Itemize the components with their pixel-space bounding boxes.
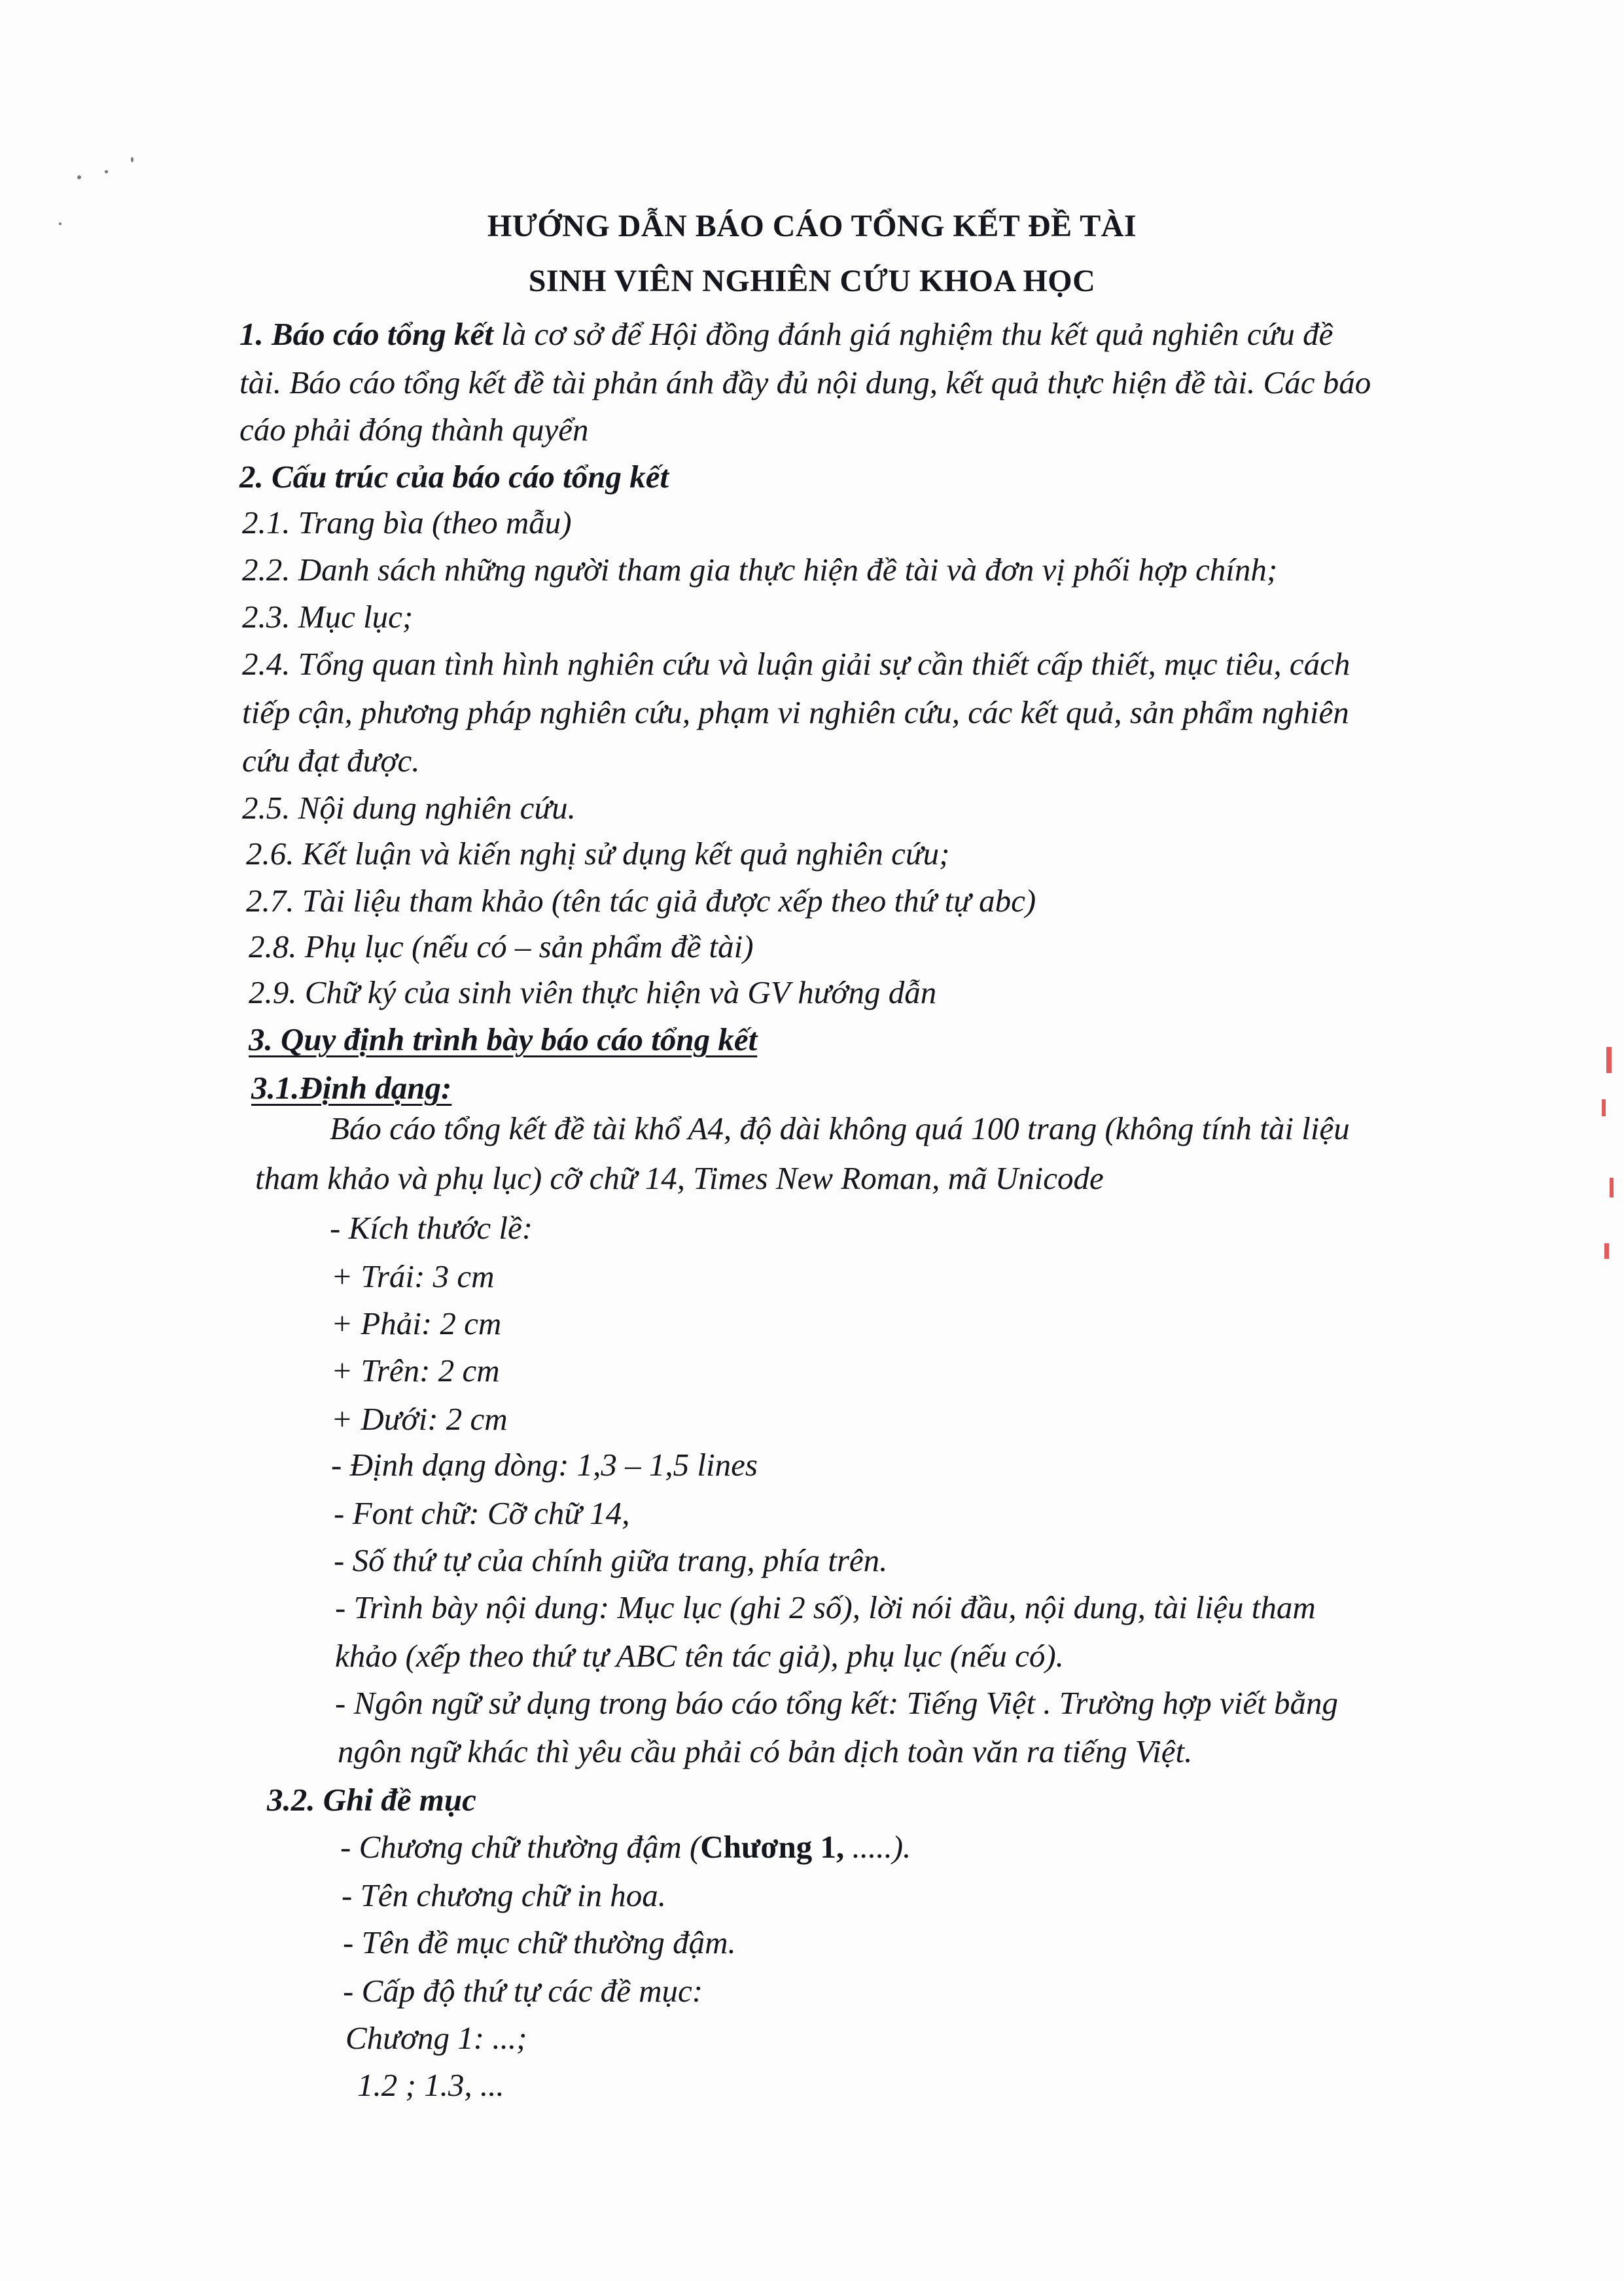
document-title-line-1: HƯỚNG DẪN BÁO CÁO TỔNG KẾT ĐỀ TÀI — [487, 209, 1137, 243]
list-item: - Trình bày nội dung: Mục lục (ghi 2 số), lời nói đầu, nội dung, tài liệu tham — [335, 1589, 1316, 1625]
list-item: 2.4. Tổng quan tình hình nghiên cứu và luận giải sự cần thiết cấp thiết, mục tiêu, cách — [242, 646, 1350, 682]
list-item: 2.7. Tài liệu tham khảo (tên tác giả được xếp theo thứ tự abc) — [246, 883, 1036, 919]
red-stamp-edge — [1606, 1047, 1612, 1073]
list-item: - Tên đề mục chữ thường đậm. — [343, 1924, 736, 1960]
paragraph-line: Báo cáo tổng kết đề tài khổ A4, độ dài không quá 100 trang (không tính tài liệu — [330, 1110, 1350, 1146]
chapter-format-ellipsis: .....). — [844, 1829, 911, 1865]
margin-heading: - Kích thước lề: — [330, 1210, 533, 1246]
red-stamp-edge — [1604, 1243, 1609, 1259]
list-item: + Trên: 2 cm — [331, 1353, 500, 1388]
document-title-line-2: SINH VIÊN NGHIÊN CỨU KHOA HỌC — [528, 264, 1096, 298]
section-3-2-heading: 3.2. Ghi đề mục — [267, 1782, 476, 1818]
chapter-format-example: Chương 1, — [700, 1829, 845, 1865]
list-item: 2.5. Nội dung nghiên cứu. — [242, 790, 576, 826]
list-item: + Dưới: 2 cm — [331, 1401, 508, 1437]
list-item: - Font chữ: Cỡ chữ 14, — [334, 1495, 630, 1531]
list-item: + Phải: 2 cm — [331, 1305, 502, 1341]
scan-speck — [105, 170, 108, 173]
list-item: Chương 1: ...; — [345, 2020, 527, 2056]
scan-speck — [77, 175, 81, 179]
list-item: tiếp cận, phương pháp nghiên cứu, phạm vi nghiên cứu, các kết quả, sản phẩm nghiên — [242, 694, 1349, 730]
section-2-heading: 2. Cấu trúc của báo cáo tổng kết — [239, 459, 669, 495]
chapter-format-text: - Chương chữ thường đậm ( — [340, 1829, 701, 1865]
list-item: - Cấp độ thứ tự các đề mục: — [343, 1973, 703, 2009]
red-stamp-edge — [1602, 1099, 1606, 1116]
list-item: + Trái: 3 cm — [331, 1258, 495, 1294]
list-item: 2.8. Phụ lục (nếu có – sản phẩm đề tài) — [249, 928, 754, 964]
section-1-line-1 — [239, 318, 1333, 350]
section-3-1-heading: 3.1.Định dạng: — [251, 1070, 452, 1106]
list-item: 2.3. Mục lục; — [242, 599, 414, 635]
list-item: ngôn ngữ khác thì yêu cầu phải có bản dịch toàn văn ra tiếng Việt. — [338, 1733, 1193, 1769]
list-item: 2.9. Chữ ký của sinh viên thực hiện và GV hướng dẫn — [249, 974, 937, 1010]
section-1-line-2: tài. Báo cáo tổng kết đề tài phản ánh đầy đủ nội dung, kết quả thực hiện đề tài. Các báo — [239, 364, 1371, 400]
paragraph-line: tham khảo và phụ lục) cỡ chữ 14, Times New Roman, mã Unicode — [255, 1160, 1104, 1196]
list-item: 2.1. Trang bìa (theo mẫu) — [242, 504, 572, 540]
red-stamp-edge — [1610, 1178, 1614, 1197]
list-item: khảo (xếp theo thứ tự ABC tên tác giả), phụ lục (nếu có). — [335, 1638, 1064, 1674]
list-item: - Ngôn ngữ sử dụng trong báo cáo tổng kết: Tiếng Việt . Trường hợp viết bằng — [335, 1685, 1338, 1721]
list-item: - Tên chương chữ in hoa. — [342, 1877, 667, 1913]
section-1-lead: 1. Báo cáo tổng kết — [239, 316, 493, 352]
list-item — [340, 1831, 911, 1863]
list-item: - Số thứ tự của chính giữa trang, phía trên. — [334, 1542, 888, 1578]
section-1-line-3: cáo phải đóng thành quyển — [239, 412, 589, 448]
list-item: cứu đạt được. — [242, 743, 420, 779]
list-item: - Định dạng dòng: 1,3 – 1,5 lines — [331, 1447, 758, 1483]
scan-speck — [131, 157, 133, 162]
section-1-line-1-text: là cơ sở để Hội đồng đánh giá nghiệm thu kết quả nghiên cứu đề — [493, 316, 1333, 352]
list-item: 1.2 ; 1.3, ... — [357, 2067, 504, 2103]
list-item: 2.2. Danh sách những người tham gia thực hiện đề tài và đơn vị phối hợp chính; — [242, 552, 1278, 588]
list-item: 2.6. Kết luận và kiến nghị sử dụng kết quả nghiên cứu; — [246, 836, 950, 872]
section-3-heading: 3. Quy định trình bày báo cáo tổng kết — [249, 1021, 758, 1057]
